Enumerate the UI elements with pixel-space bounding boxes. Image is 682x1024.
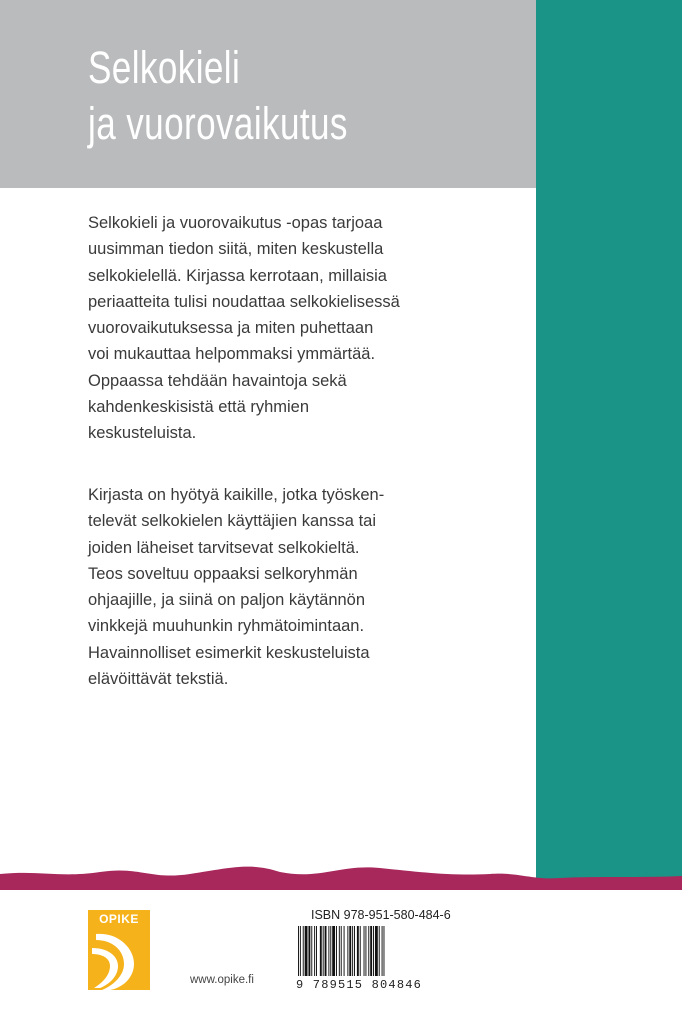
blurb-line: selkokielellä. Kirjassa kerrotaan, millaisia (88, 266, 387, 285)
blurb-line: Teos soveltuu oppaaksi selkoryhmän (88, 564, 358, 583)
barcode-bar (308, 926, 310, 976)
blurb-line: keskusteluista. (88, 424, 197, 443)
teal-side-band (536, 0, 682, 880)
publisher-logo (88, 910, 150, 990)
barcode-digits: 9 789515 804846 (296, 978, 423, 992)
blurb-line: vinkkejä muuhunkin ryhmätoimintaan. (88, 617, 365, 636)
barcode-bar (354, 926, 355, 976)
blurb-line: vuorovaikutuksessa ja miten puhettaan (88, 319, 374, 338)
publisher-url: www.opike.fi (190, 974, 254, 986)
barcode-bar (336, 926, 337, 976)
title-banner (0, 0, 536, 188)
blurb-line: periaatteita tulisi noudattaa selkokielisessä (88, 292, 400, 311)
publisher-logo-mark (88, 910, 150, 990)
blurb-line: televät selkokielen käyttäjien kanssa tai (88, 512, 376, 531)
blurb-line: Selkokieli ja vuorovaikutus -opas tarjoaa (88, 214, 383, 232)
barcode-bar (314, 926, 315, 976)
barcode-bar (349, 926, 351, 976)
barcode-bar (365, 926, 366, 976)
barcode-bar (370, 926, 372, 976)
barcode-bar (328, 926, 329, 976)
barcode-bar (368, 926, 369, 976)
blurb-line: Oppaassa tehdään havaintoja sekä (88, 371, 347, 390)
barcode-bar (330, 926, 331, 976)
barcode-bar (373, 926, 374, 976)
blurb-line: kahdenkeskisistä että ryhmien (88, 398, 310, 417)
barcode-bar (332, 926, 335, 976)
barcode-bar (323, 926, 324, 976)
barcode-bar (316, 926, 317, 976)
blurb-line: voi mukauttaa helpommaksi ymmärtää. (88, 345, 376, 364)
barcode-bar (360, 926, 361, 976)
barcode (296, 926, 428, 982)
barcode-bar (325, 926, 327, 976)
barcode-bar (384, 926, 385, 976)
barcode-bar (344, 926, 345, 976)
barcode-bar (375, 926, 378, 976)
barcode-bar (298, 926, 299, 976)
blurb-line: elävöittävät tekstiä. (88, 670, 229, 689)
barcode-bar (364, 926, 365, 976)
book-title-line-1: Selkokieli (88, 42, 241, 93)
barcode-bar (311, 926, 312, 976)
isbn-label: ISBN 978-951-580-484-6 (311, 908, 451, 922)
barcode-bar (339, 926, 340, 976)
blurb-line: joiden läheiset tarvitsevat selkokieltä. (88, 538, 360, 557)
barcode-bar (352, 926, 353, 976)
book-title-line-2: ja vuorovaikutus (88, 98, 348, 149)
blurb-paragraph-2 (88, 482, 384, 692)
blurb-paragraph-1 (88, 210, 400, 447)
blurb-line: uusimman tiedon siitä, miten keskustella (88, 240, 384, 259)
barcode-bar (300, 926, 301, 976)
barcode-bar (320, 926, 322, 976)
blurb-line: ohjaajille, ja siinä on paljon käytännön (88, 591, 366, 610)
book-title (88, 40, 348, 152)
barcode-bar (305, 926, 308, 976)
barcode-bar (341, 926, 342, 976)
publisher-logo-text: OPIKE (99, 912, 139, 926)
barcode-bar (382, 926, 383, 976)
barcode-bar (357, 926, 359, 976)
blurb-line: Kirjasta on hyötyä kaikille, jotka työsken- (88, 486, 385, 504)
barcode-bar (347, 926, 348, 976)
barcode-bar (379, 926, 380, 976)
blurb-line: Havainnolliset esimerkit keskusteluista (88, 643, 370, 662)
barcode-bar (303, 926, 304, 976)
